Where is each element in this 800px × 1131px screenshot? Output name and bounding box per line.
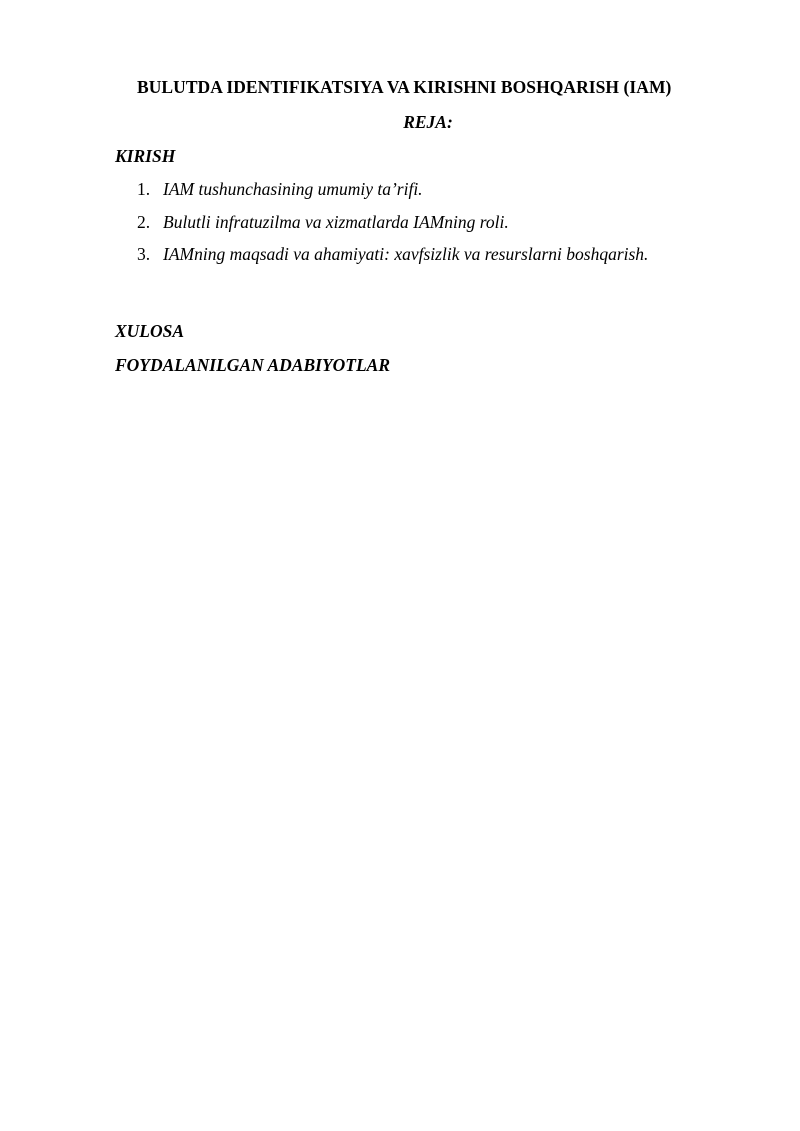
plan-item-text: IAM tushunchasining umumiy ta’rifi. [163,179,423,199]
intro-heading: KIRISH [115,146,176,166]
plan-item-number: 1. [137,179,151,199]
plan-item [137,211,648,233]
plan-item-number: 2. [137,211,151,232]
plan-item [137,243,648,265]
references-heading: FOYDALANILGAN ADABIYOTLAR [115,355,391,375]
plan-list [137,178,648,276]
plan-item-number: 3. [137,244,151,264]
plan-item-text: IAMning maqsadi va ahamiyati: xavfsizlik va resurslarni boshqarish. [163,244,649,264]
document-title: BULUTDA IDENTIFIKATSIYA VA KIRISHNI BOSHQARISH (IAM) [137,77,672,97]
plan-item-text: Bulutli infratuzilma va xizmatlarda IAMning roli. [163,211,509,232]
conclusion-heading: XULOSA [115,321,185,341]
plan-item [137,178,648,200]
plan-heading: REJA: [403,112,453,132]
